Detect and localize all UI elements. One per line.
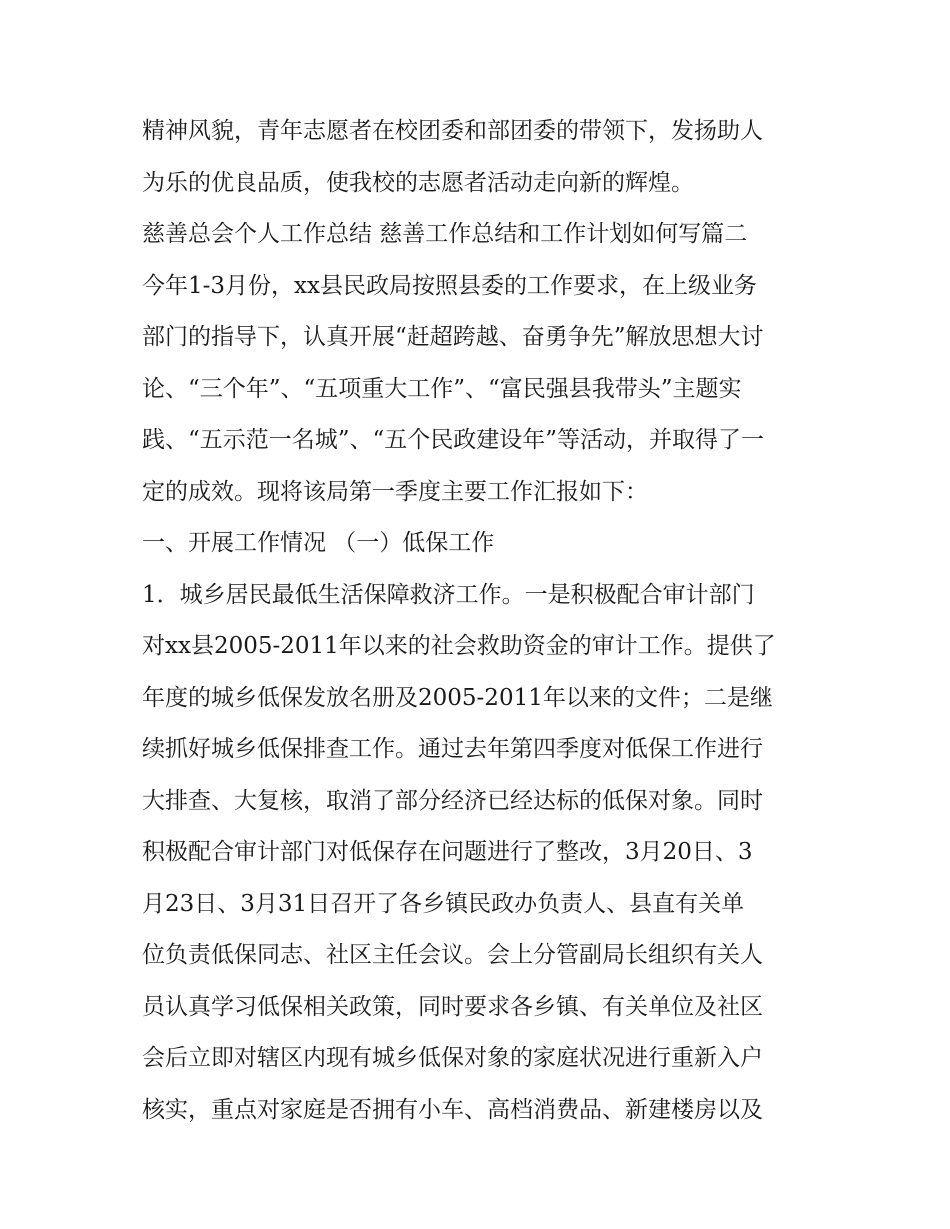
text-line: 续抓好城乡低保排查工作。通过去年第四季度对低保工作进行 bbox=[142, 736, 763, 762]
text-line: 1．城乡居民最低生活保障救济工作。一是积极配合审计部门 bbox=[142, 581, 755, 608]
text-line: 大排查、大复核，取消了部分经济已经达标的低保对象。同时 bbox=[142, 787, 763, 814]
text-line: 定的成效。现将该局第一季度主要工作汇报如下： bbox=[142, 478, 648, 505]
text-line: 核实，重点对家庭是否拥有小车、高档消费品、新建楼房以及 bbox=[142, 1096, 763, 1123]
text-line: 年度的城乡低保发放名册及2005-2011年以来的文件；二是继 bbox=[142, 684, 773, 711]
text-line: 精神风貌，青年志愿者在校团委和部团委的带领下，发扬助人 bbox=[142, 118, 763, 144]
text-line: 对xx县2005-2011年以来的社会救助资金的审计工作。提供了 bbox=[142, 633, 776, 659]
text-line: 积极配合审计部门对低保存在问题进行了整改，3月20日、3 bbox=[142, 839, 753, 865]
section-heading: 慈善总会个人工作总结 慈善工作总结和工作计划如何写篇二 bbox=[142, 221, 748, 247]
body-text bbox=[142, 106, 822, 1136]
text-line: 论、“三个年”、“五项重大工作”、“富民强县我带头”主题实 bbox=[142, 375, 742, 402]
text-line: 位负责低保同志、社区主任会议。会上分管副局长组织有关人 bbox=[142, 942, 763, 968]
text-line: 月23日、3月31日召开了各乡镇民政办负责人、县直有关单 bbox=[142, 890, 745, 917]
text-line: 员认真学习低保相关政策，同时要求各乡镇、有关单位及社区 bbox=[142, 993, 763, 1020]
section-heading: 一、开展工作情况 （一）低保工作 bbox=[142, 530, 495, 556]
text-line: 为乐的优良品质，使我校的志愿者活动走向新的辉煌。 bbox=[142, 169, 694, 196]
text-line: 会后立即对辖区内现有城乡低保对象的家庭状况进行重新入户 bbox=[142, 1045, 763, 1071]
text-line: 今年1-3月份，xx县民政局按照县委的工作要求，在上级业务 bbox=[142, 272, 757, 299]
text-line: 践、“五示范一名城”、“五个民政建设年”等活动，并取得了一 bbox=[142, 427, 765, 453]
text-line: 部门的指导下，认真开展“赶超跨越、奋勇争先”解放思想大讨 bbox=[142, 324, 764, 350]
